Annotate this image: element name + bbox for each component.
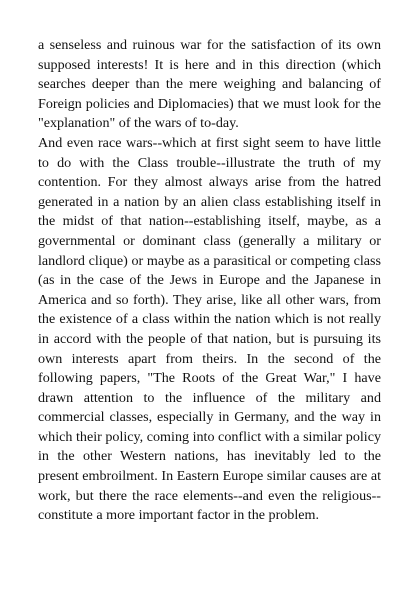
- document-page: [38, 36, 381, 526]
- paragraph-race-wars: And even race wars--which at first sight seem to have little to do with the Class trouble--illustrate the truth of my contention. For they almost always arise from the hatred generated in a nation by an alien class establishing itself in the midst of that nation--establishing itself, maybe, as a governmental or dominant class (generally a military or landlord clique) or maybe as a parasitical or competing class (as in the case of the Jews in Europe and the Japanese in America and so forth). They arise, like all other wars, from the existence of a class within the nation which is not really in accord with the people of that nation, but is pursuing its own interests apart from theirs. In the second of the following papers, "The Roots of the Great War," I have drawn attention to the influence of the military and commercial classes, especially in Germany, and the way in which their policy, coming into conflict with a similar policy in the other Western nations, has inevitably led to the present embroilment. In Eastern Europe similar causes are at work, but there the race elements--and even the religious--constitute a more important factor in the problem.: [38, 134, 381, 524]
- paragraph-continuation: a senseless and ruinous war for the satisfaction of its own supposed interests! It is here and in this direction (which searches deeper than the mere weighing and balancing of Foreign policies and Diplomacies) that we must look for the "explanation" of the wars of to-day.: [38, 37, 381, 132]
